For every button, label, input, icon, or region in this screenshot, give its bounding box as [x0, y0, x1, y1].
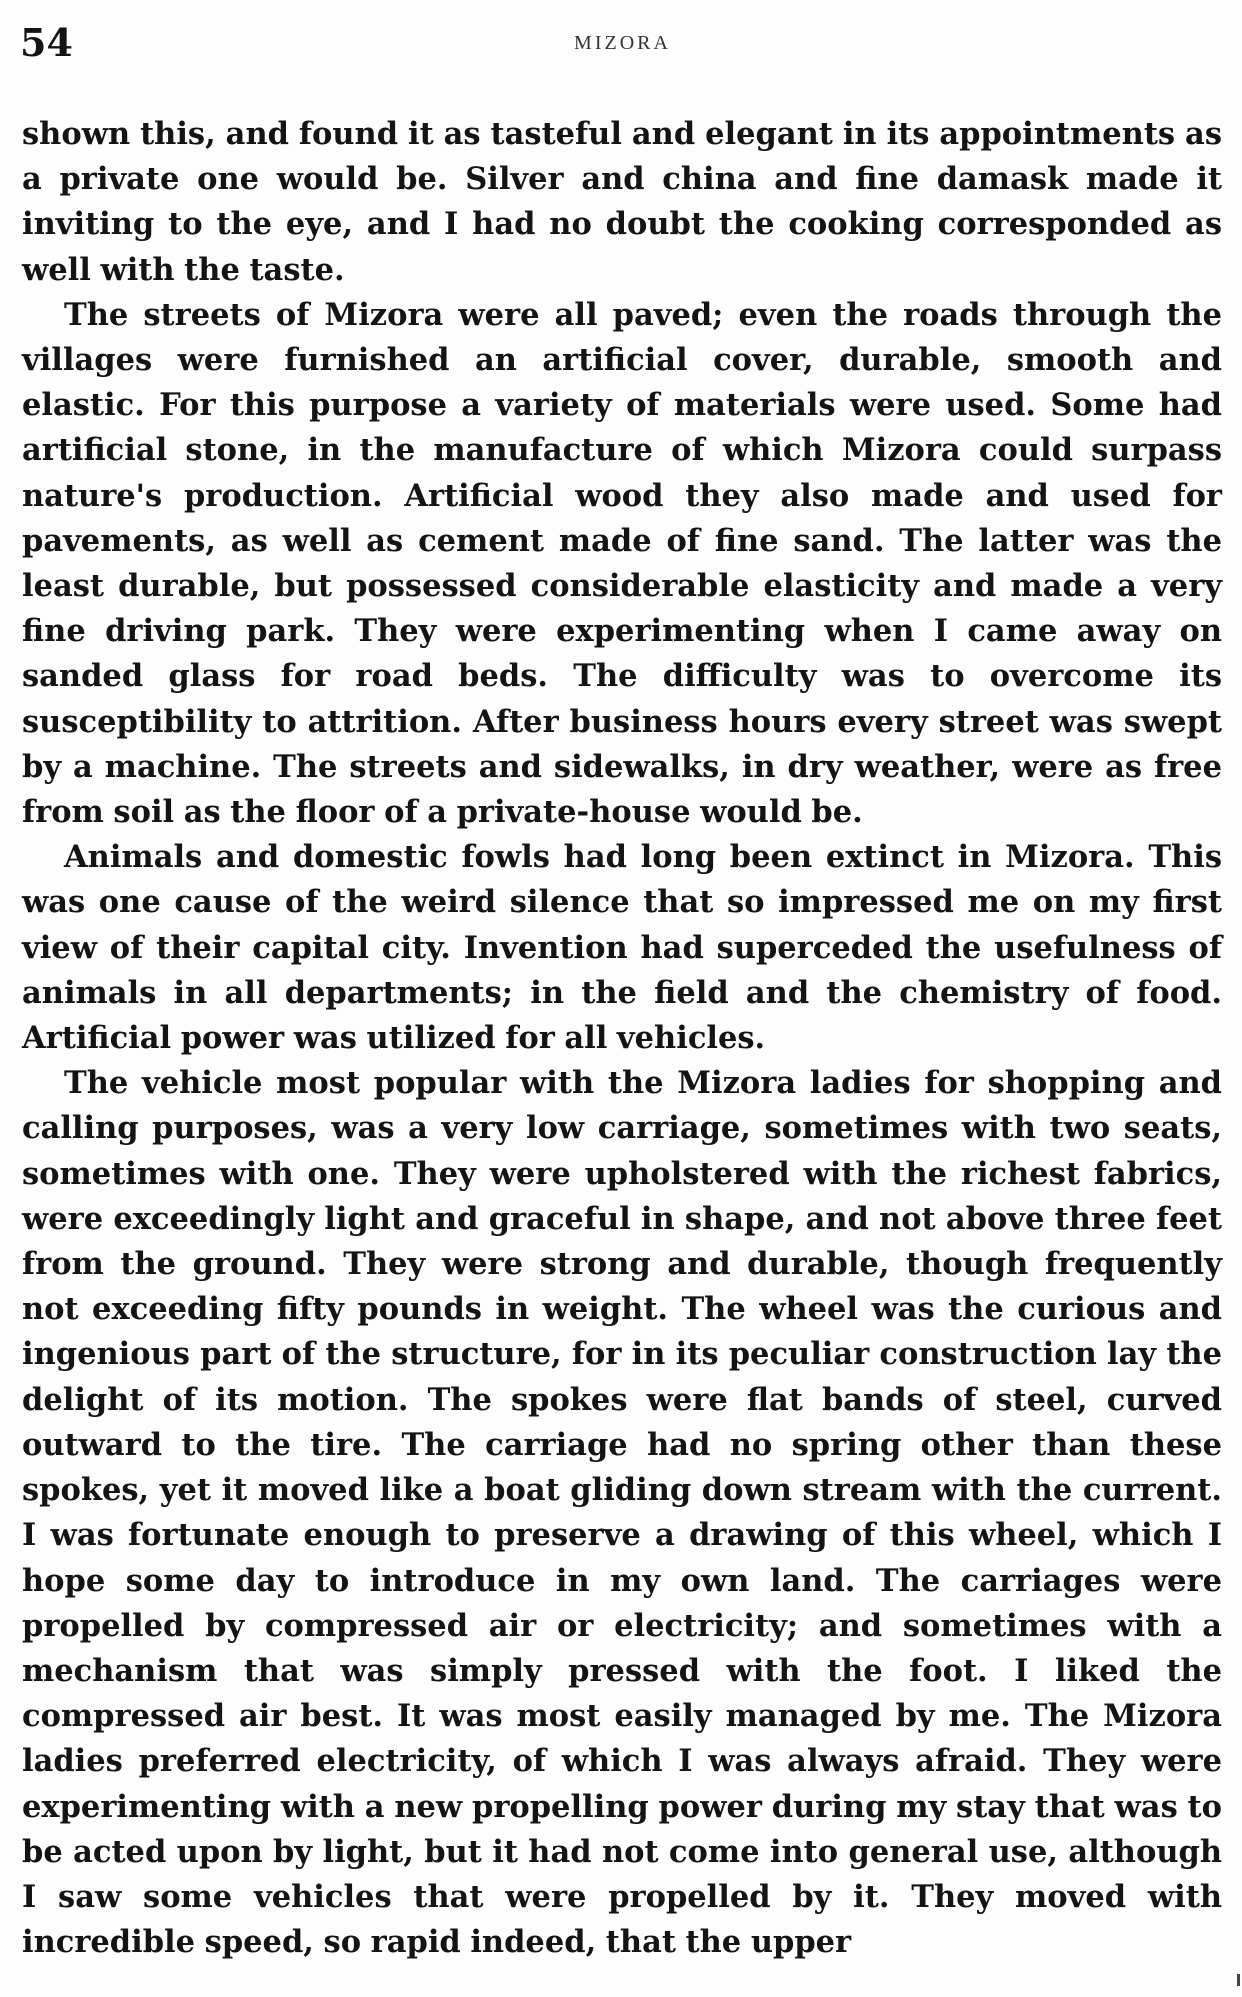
paragraph: The vehicle most popular with the Mizora ladies for shopping and calling purposes, was a very low carriage, sometimes with two seats, sometimes with one. They were upholstered with the richest fabrics, were exceedingly light and graceful in shape, and not above three feet from the ground. They were strong and durable, though frequently not exceeding fifty pounds in weight. The wheel was the curious and ingenious part of the structure, for in its peculiar construction lay the delight of its motion. The spokes were flat bands of steel, curved outward to the tire. The carriage had no spring other than these spokes, yet it moved like a boat gliding down stream with the current. I was fortunate enough to preserve a drawing of this wheel, which I hope some day to introduce in my own land. The carriages were propelled by compressed air or electricity; and sometimes with a mechanism that was simply pressed with the foot. I liked the compressed air best. It was most easily managed by me. The Mizora ladies preferred electricity, of which I was always afraid. They were experimenting with a new propelling power during my stay that was to be acted upon by light, but it had not come into general use, although I saw some vehicles that were propelled by it. They moved with incredible speed, so rapid indeed, that the upper: [22, 1065, 1222, 1961]
body-text: [22, 112, 1222, 1965]
paragraph: shown this, and found it as tasteful and elegant in its appointments as a private one would be. Silver and china and fine damask made it inviting to the eye, and I had no doubt the cooking corresponded as well with the taste.: [22, 116, 1222, 288]
running-head: [20, 18, 1225, 68]
page-number: 54: [20, 20, 73, 65]
paragraph: The streets of Mizora were all paved; even the roads through the villages were furnished an artificial cover, durable, smooth and elastic. For this purpose a variety of materials were used. Some had artificial stone, in the manufacture of which Mizora could surpass nature's production. Artificial wood they also made and used for pavements, as well as cement made of fine sand. The latter was the least durable, but possessed considerable elasticity and made a very fine driving park. They were experimenting when I came away on sanded glass for road beds. The difficulty was to overcome its susceptibility to attrition. After business hours every street was swept by a machine. The streets and sidewalks, in dry weather, were as free from soil as the floor of a private-house would be.: [22, 296, 1222, 831]
running-title: MIZORA: [574, 32, 671, 54]
paragraph: Animals and domestic fowls had long been extinct in Mizora. This was one cause of the weird silence that so impressed me on my first view of their capital city. Invention had superceded the usefulness of animals in all departments; in the field and the chemistry of food. Artificial power was utilized for all vehicles.: [22, 839, 1222, 1057]
scan-edge-mark: [1237, 1974, 1240, 1986]
